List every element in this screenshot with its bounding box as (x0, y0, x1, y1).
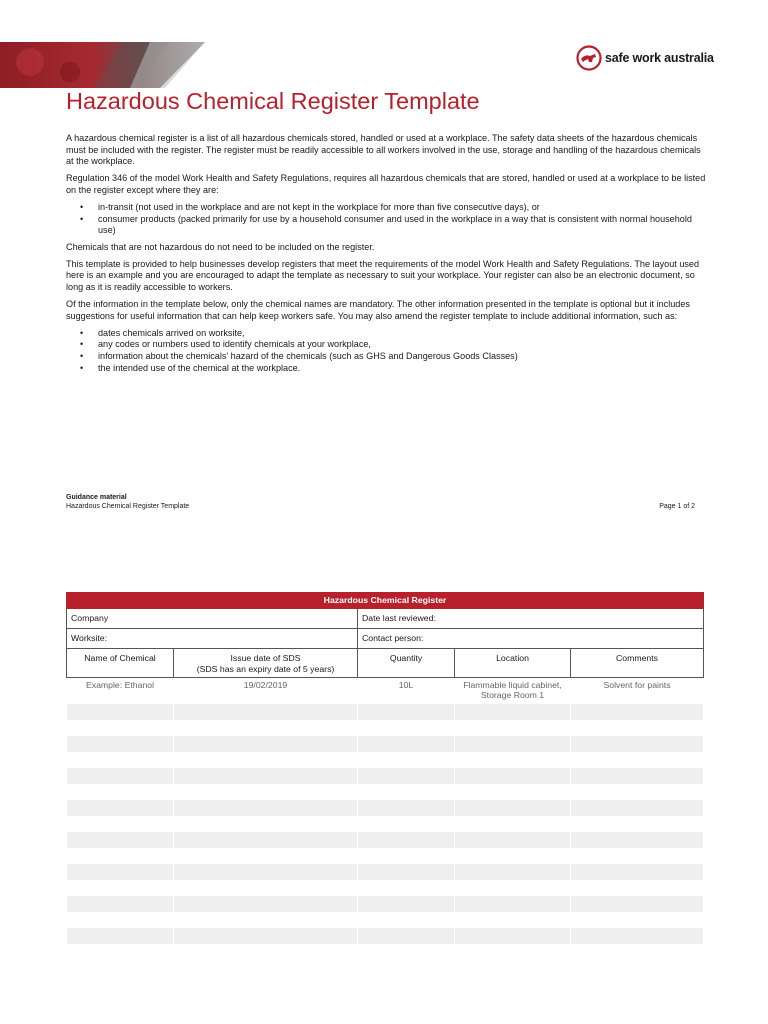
table-cell[interactable] (358, 864, 455, 880)
table-row (67, 704, 704, 720)
table-row (67, 832, 704, 848)
table-cell[interactable] (358, 912, 455, 928)
table-cell[interactable] (571, 832, 704, 848)
table-cell[interactable] (67, 720, 174, 736)
table-cell[interactable] (67, 848, 174, 864)
table-cell[interactable] (455, 848, 571, 864)
table-cell[interactable] (174, 864, 358, 880)
example-quantity: 10L (398, 680, 414, 690)
list-item: • consumer products (packed primarily for use by a household consumer and used in the workplace in a way that is consistent with normal household use) (98, 214, 706, 237)
table-cell[interactable] (358, 736, 455, 752)
table-cell[interactable] (67, 768, 174, 784)
list-item: • the intended use of the chemical at the workplace. (98, 363, 706, 375)
table-cell[interactable] (174, 704, 358, 720)
table-cell[interactable] (67, 944, 174, 960)
table-cell[interactable] (455, 768, 571, 784)
table-row (67, 848, 704, 864)
table-row (67, 768, 704, 784)
column-header-sds (174, 649, 358, 678)
table-cell[interactable] (571, 848, 704, 864)
table-cell[interactable] (571, 912, 704, 928)
table-cell[interactable] (455, 720, 571, 736)
logo-text: safe work australia (605, 51, 714, 65)
table-cell[interactable] (174, 896, 358, 912)
example-sds-date: 19/02/2019 (243, 680, 288, 690)
table-cell[interactable] (571, 784, 704, 800)
table-cell[interactable] (455, 928, 571, 944)
table-cell[interactable] (174, 736, 358, 752)
table-cell[interactable] (358, 800, 455, 816)
exceptions-list (66, 202, 706, 237)
table-cell[interactable] (571, 800, 704, 816)
table-cell[interactable] (571, 704, 704, 720)
table-cell[interactable] (358, 832, 455, 848)
table-cell[interactable] (455, 864, 571, 880)
table-cell[interactable] (67, 880, 174, 896)
column-header-quantity: Quantity (358, 649, 455, 678)
list-item: • in-transit (not used in the workplace and are not kept in the workplace for more than five consecutive days), or (98, 202, 706, 214)
table-cell[interactable] (358, 720, 455, 736)
example-location (455, 678, 571, 705)
table-cell[interactable] (174, 944, 358, 960)
column-header-sds-line2: (SDS has an expiry date of 5 years) (196, 663, 335, 674)
example-location-line2: Storage Room 1 (480, 690, 545, 700)
table-cell[interactable] (174, 880, 358, 896)
table-cell[interactable] (174, 912, 358, 928)
table-cell[interactable] (571, 816, 704, 832)
table-cell[interactable] (174, 800, 358, 816)
table-cell[interactable] (571, 752, 704, 768)
table-row (67, 720, 704, 736)
page-number: Page 1 of 2 (659, 503, 695, 510)
table-cell[interactable] (358, 880, 455, 896)
table-cell[interactable] (455, 704, 571, 720)
table-cell[interactable] (174, 784, 358, 800)
table-row (67, 880, 704, 896)
column-header-comments: Comments (571, 649, 704, 678)
table-cell[interactable] (174, 832, 358, 848)
table-cell[interactable] (571, 880, 704, 896)
table-cell[interactable] (358, 784, 455, 800)
table-cell[interactable] (174, 848, 358, 864)
contact-person-field[interactable]: Contact person: (358, 629, 704, 649)
table-cell[interactable] (455, 944, 571, 960)
register-table (66, 592, 704, 960)
table-cell[interactable] (455, 752, 571, 768)
table-row (67, 816, 704, 832)
table-row (67, 752, 704, 768)
company-field[interactable]: Company (67, 609, 358, 629)
table-cell[interactable] (455, 832, 571, 848)
paragraph: Chemicals that are not hazardous do not need to be included on the register. (66, 241, 375, 252)
table-cell[interactable] (571, 896, 704, 912)
table-row (67, 912, 704, 928)
table-cell[interactable] (358, 704, 455, 720)
table-cell[interactable] (67, 800, 174, 816)
table-cell[interactable] (358, 848, 455, 864)
table-row (67, 944, 704, 960)
paragraph: This template is provided to help businesses develop registers that meet the requirements of the model Work Health and Safety Regulations. The layout used here is an example and you are encouraged to adapt the template as necessary to suit your workplace. Your register can also be an electronic document, so long as it is readily accessible to workers. (66, 258, 700, 293)
kangaroo-emblem-icon (576, 45, 602, 71)
table-row (67, 784, 704, 800)
table-cell[interactable] (455, 736, 571, 752)
blank-rows (67, 704, 704, 960)
example-row (67, 678, 704, 705)
table-cell[interactable] (358, 944, 455, 960)
table-cell[interactable] (67, 864, 174, 880)
table-cell[interactable] (358, 768, 455, 784)
additional-info-list (66, 328, 706, 374)
table-cell[interactable] (571, 736, 704, 752)
table-cell[interactable] (358, 896, 455, 912)
worksite-field[interactable]: Worksite: (67, 629, 358, 649)
page-footer (66, 494, 189, 511)
table-cell[interactable] (174, 752, 358, 768)
table-row (67, 864, 704, 880)
table-row (67, 736, 704, 752)
table-cell[interactable] (174, 768, 358, 784)
table-row (67, 896, 704, 912)
column-header-sds-line1: Issue date of SDS (230, 653, 301, 663)
table-cell[interactable] (455, 912, 571, 928)
table-cell[interactable] (455, 800, 571, 816)
table-cell[interactable] (67, 928, 174, 944)
table-cell[interactable] (174, 720, 358, 736)
page-title: Hazardous Chemical Register Template (66, 88, 480, 114)
example-location-line1: Flammable liquid cabinet, (463, 680, 562, 690)
table-cell[interactable] (67, 752, 174, 768)
header-banner-image (0, 42, 205, 88)
table-cell[interactable] (67, 816, 174, 832)
list-item: • information about the chemicals' hazard of the chemicals (such as GHS and Dangerous Goods Classes) (98, 351, 706, 363)
example-name: Example: Ethanol (85, 680, 155, 690)
safe-work-australia-logo (576, 44, 714, 72)
table-cell[interactable] (174, 816, 358, 832)
example-comments: Solvent for paints (603, 680, 671, 690)
table-cell[interactable] (358, 816, 455, 832)
table-row (67, 800, 704, 816)
table-cell[interactable] (67, 784, 174, 800)
table-cell[interactable] (67, 832, 174, 848)
footer-doc-title: Hazardous Chemical Register Template (66, 502, 190, 510)
table-cell[interactable] (571, 928, 704, 944)
paragraph: Regulation 346 of the model Work Health and Safety Regulations, requires all hazardous chemicals that are stored, handled or used at a workplace to be listed on the register except where they are: (66, 173, 706, 195)
table-cell[interactable] (174, 928, 358, 944)
table-cell[interactable] (571, 944, 704, 960)
table-cell[interactable] (67, 896, 174, 912)
table-cell[interactable] (67, 912, 174, 928)
table-cell[interactable] (358, 752, 455, 768)
table-row (67, 928, 704, 944)
register-title: Hazardous Chemical Register (67, 593, 704, 609)
list-item: • any codes or numbers used to identify chemicals at your workplace, (98, 339, 706, 351)
list-item: • dates chemicals arrived on worksite, (98, 328, 706, 340)
table-cell[interactable] (455, 880, 571, 896)
date-reviewed-field[interactable]: Date last reviewed: (358, 609, 704, 629)
table-cell[interactable] (455, 816, 571, 832)
paragraph: A hazardous chemical register is a list of all hazardous chemicals stored, handled or used at a workplace. The safety data sheets of the hazardous chemicals must be included with the register. The register must be readily accessible to all workers involved in the use, storage and handling of the hazardous chemicals at the workplace. (66, 133, 701, 167)
column-header-location: Location (455, 649, 571, 678)
paragraph: Of the information in the template below, only the chemical names are mandatory. The other information presented in the template is optional but it includes suggestions for useful information that can help keep workers safe. You may also amend the register template to include additional information, such as: (66, 299, 690, 321)
footer-label: Guidance material (66, 494, 127, 501)
column-headers (67, 649, 704, 678)
table-cell[interactable] (571, 720, 704, 736)
table-cell[interactable] (67, 704, 174, 720)
table-cell[interactable] (571, 768, 704, 784)
table-cell[interactable] (571, 864, 704, 880)
table-cell[interactable] (455, 896, 571, 912)
column-header-name: Name of Chemical (67, 649, 174, 678)
table-cell[interactable] (67, 736, 174, 752)
intro-text (66, 133, 706, 379)
table-cell[interactable] (358, 928, 455, 944)
table-cell[interactable] (455, 784, 571, 800)
